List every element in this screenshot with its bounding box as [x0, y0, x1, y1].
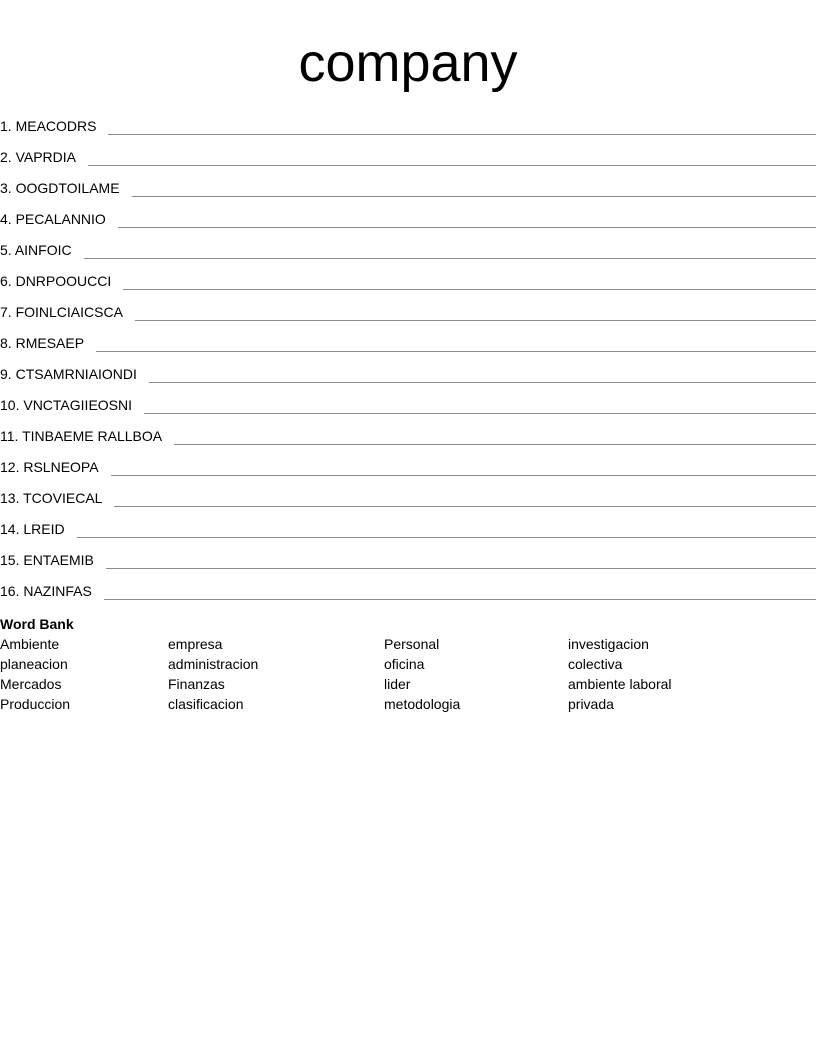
scramble-row: [0, 105, 816, 136]
scramble-label: [0, 149, 76, 167]
scramble-number: 4.: [0, 211, 12, 227]
scramble-number: 14.: [0, 521, 20, 537]
word-bank-item: lider: [384, 676, 411, 692]
scramble-number: 7.: [0, 304, 12, 320]
answer-line[interactable]: [108, 133, 816, 135]
scramble-row: [0, 260, 816, 291]
answer-line[interactable]: [174, 443, 816, 445]
scrambled-word: VAPRDIA: [15, 149, 77, 165]
scramble-list: [0, 105, 816, 601]
answer-line[interactable]: [123, 288, 816, 290]
scramble-row: [0, 508, 816, 539]
scramble-label: [0, 490, 102, 508]
word-bank-grid: [0, 634, 816, 714]
scrambled-word: ENTAEMIB: [23, 552, 94, 568]
word-bank-item: ambiente laboral: [568, 676, 672, 692]
answer-line[interactable]: [84, 257, 816, 259]
scramble-label: [0, 397, 132, 415]
answer-line[interactable]: [144, 412, 816, 414]
scramble-number: 10.: [0, 397, 20, 413]
scramble-row: [0, 136, 816, 167]
word-bank-item: privada: [568, 696, 614, 712]
scrambled-word: TCOVIECAL: [23, 490, 103, 506]
scramble-number: 6.: [0, 273, 12, 289]
scramble-row: [0, 477, 816, 508]
scramble-label: [0, 304, 123, 322]
word-bank: [0, 614, 816, 714]
scramble-row: [0, 539, 816, 570]
word-bank-item: clasificacion: [168, 696, 244, 712]
scramble-row: [0, 384, 816, 415]
scramble-row: [0, 446, 816, 477]
answer-line[interactable]: [88, 164, 816, 166]
scrambled-word: VNCTAGIIEOSNI: [23, 397, 133, 413]
scramble-row: [0, 570, 816, 601]
scramble-row: [0, 229, 816, 260]
scramble-label: [0, 583, 92, 601]
scramble-number: 5.: [0, 242, 12, 258]
scrambled-word: DNRPOOUCCI: [15, 273, 112, 289]
word-bank-item: metodologia: [384, 696, 461, 712]
answer-line[interactable]: [135, 319, 816, 321]
word-bank-title: Word Bank: [0, 616, 74, 632]
scramble-label: [0, 180, 120, 198]
scrambled-word: LREID: [23, 521, 65, 537]
page-title: company: [298, 33, 518, 93]
scramble-number: 9.: [0, 366, 12, 382]
scramble-number: 8.: [0, 335, 12, 351]
scramble-number: 1.: [0, 118, 12, 134]
word-bank-item: Mercados: [0, 676, 62, 692]
scramble-label: [0, 459, 99, 477]
word-bank-item: oficina: [384, 656, 425, 672]
word-bank-item: Finanzas: [168, 676, 225, 692]
answer-line[interactable]: [106, 567, 816, 569]
scramble-row: [0, 322, 816, 353]
word-bank-item: empresa: [168, 636, 223, 652]
scramble-number: 16.: [0, 583, 20, 599]
scramble-number: 3.: [0, 180, 12, 196]
scramble-label: [0, 521, 65, 539]
scramble-row: [0, 415, 816, 446]
scrambled-word: OOGDTOILAME: [15, 180, 120, 196]
answer-line[interactable]: [118, 226, 816, 228]
scramble-label: [0, 211, 106, 229]
scrambled-word: PECALANNIO: [15, 211, 106, 227]
answer-line[interactable]: [96, 350, 816, 352]
scramble-row: [0, 353, 816, 384]
word-bank-item: Personal: [384, 636, 440, 652]
scramble-number: 12.: [0, 459, 20, 475]
answer-line[interactable]: [104, 598, 816, 600]
answer-line[interactable]: [132, 195, 816, 197]
scramble-label: [0, 366, 137, 384]
scramble-row: [0, 291, 816, 322]
answer-line[interactable]: [149, 381, 816, 383]
scramble-label: [0, 242, 72, 260]
scramble-label: [0, 335, 84, 353]
scrambled-word: MEACODRS: [15, 118, 97, 134]
word-bank-item: investigacion: [568, 636, 649, 652]
answer-line[interactable]: [111, 474, 816, 476]
word-bank-item: Produccion: [0, 696, 71, 712]
scramble-number: 2.: [0, 149, 12, 165]
scramble-number: 13.: [0, 490, 20, 506]
answer-line[interactable]: [114, 505, 816, 507]
answer-line[interactable]: [77, 536, 816, 538]
scramble-row: [0, 198, 816, 229]
scrambled-word: NAZINFAS: [23, 583, 92, 599]
scramble-label: [0, 273, 111, 291]
scramble-label: [0, 118, 96, 136]
scrambled-word: AINFOIC: [14, 242, 72, 258]
scrambled-word: FOINLCIAICSCA: [15, 304, 123, 320]
scramble-number: 11.: [0, 428, 19, 444]
scrambled-word: CTSAMRNIAIONDI: [15, 366, 137, 382]
word-bank-item: Ambiente: [0, 636, 60, 652]
scramble-number: 15.: [0, 552, 20, 568]
scramble-label: [0, 428, 162, 446]
scramble-row: [0, 167, 816, 198]
word-bank-item: planeacion: [0, 656, 68, 672]
scrambled-word: RSLNEOPA: [23, 459, 99, 475]
word-bank-item: colectiva: [568, 656, 623, 672]
word-bank-item: administracion: [168, 656, 259, 672]
scrambled-word: RMESAEP: [15, 335, 85, 351]
scrambled-word: TINBAEME RALLBOA: [22, 428, 163, 444]
scramble-label: [0, 552, 94, 570]
